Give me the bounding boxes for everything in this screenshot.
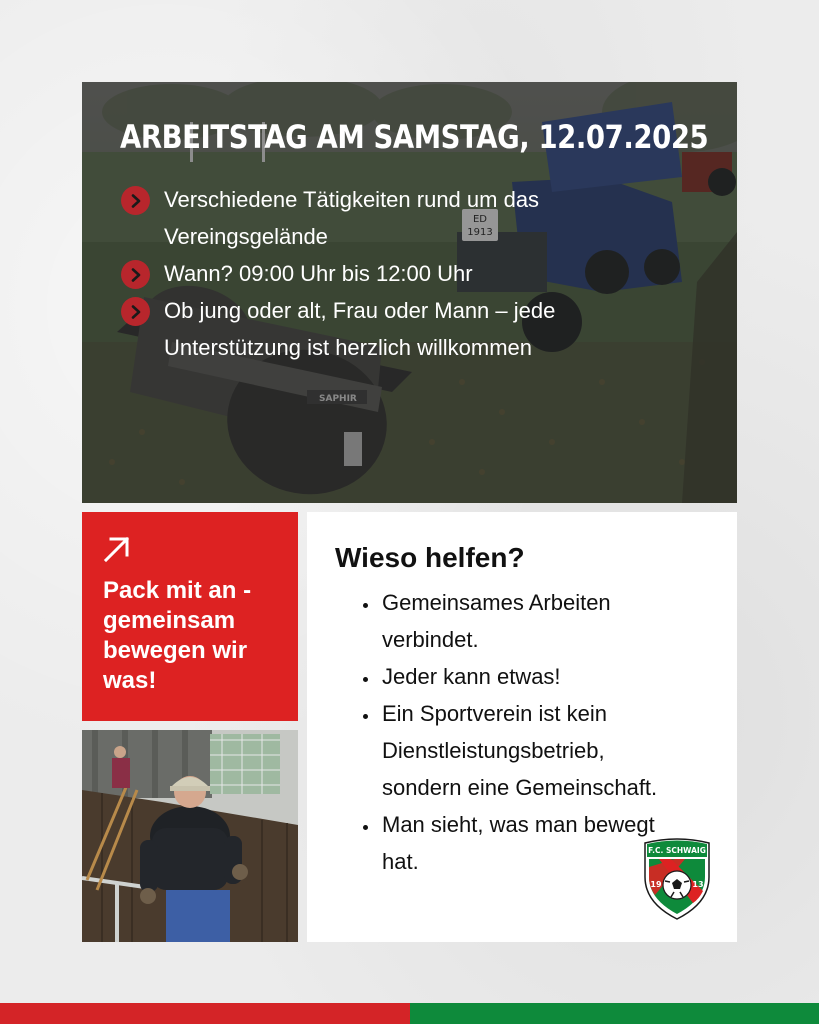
info-list xyxy=(380,584,680,880)
info-list-item: • Man sieht, was man bewegt hat. xyxy=(380,806,680,880)
chevron-right-circle-icon xyxy=(121,186,150,215)
logo-year-right: 13 xyxy=(692,880,704,889)
worker-photo xyxy=(82,730,298,942)
stripe-green xyxy=(410,1003,819,1024)
club-logo xyxy=(641,837,713,921)
hero-title: ARBEITSTAG AM SAMSTAG, 12.07.2025 xyxy=(120,118,709,156)
arrow-up-right-icon xyxy=(103,535,131,568)
cta-text: Pack mit an - gemeinsam bewegen wir was! xyxy=(103,577,252,694)
info-title: Wieso helfen? xyxy=(335,542,525,573)
chevron-right-circle-icon xyxy=(121,260,150,289)
hero-item-text: Verschiedene Tätigkeiten rund um das Vereingsgelände xyxy=(164,187,540,249)
info-list-item: • Ein Sportverein ist kein Dienstleistungsbetrieb, sondern eine Gemeinschaft. xyxy=(380,695,680,806)
info-panel xyxy=(307,512,737,942)
hero-item-text: Wann? 09:00 Uhr bis 12:00 Uhr xyxy=(164,261,473,286)
cta-box xyxy=(82,512,298,721)
stripe-red xyxy=(0,1003,410,1024)
hero-list xyxy=(120,181,680,366)
logo-name: F.C. SCHWAIG xyxy=(648,846,706,855)
hero-banner xyxy=(82,82,737,503)
hero-item-text: Ob jung oder alt, Frau oder Mann – jede Unterstützung ist herzlich willkommen xyxy=(164,298,556,360)
plate-line-1: ED xyxy=(472,214,488,225)
hero-list-item xyxy=(120,181,680,255)
hero-list-item xyxy=(120,292,680,366)
plate-line-2: 1913 xyxy=(467,227,493,238)
chevron-right-circle-icon xyxy=(121,297,150,326)
roller-brand: SAPHIR xyxy=(319,394,357,404)
hero-list-item xyxy=(120,255,680,292)
info-list-item: • Jeder kann etwas! xyxy=(380,658,680,695)
logo-year-left: 19 xyxy=(650,880,662,889)
info-list-item: • Gemeinsames Arbeiten verbindet. xyxy=(380,584,680,658)
